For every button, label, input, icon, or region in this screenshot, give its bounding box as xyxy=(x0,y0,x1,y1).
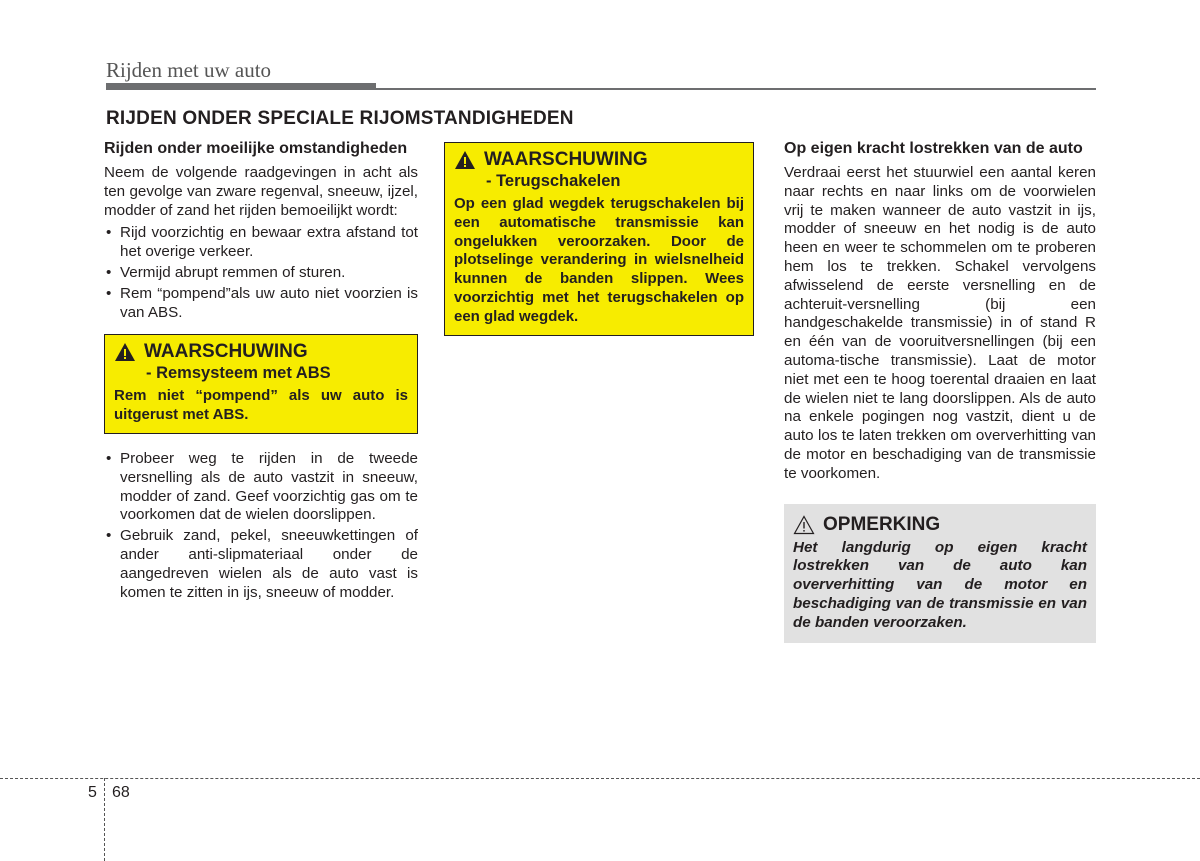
page-number: 68 xyxy=(112,784,130,801)
warning-triangle-icon xyxy=(114,342,136,362)
list-item: • Rijd voorzichtig en bewaar extra afstand tot het overige verkeer. xyxy=(104,224,418,262)
caution-outline-icon xyxy=(793,515,815,535)
section-title: RIJDEN ONDER SPECIALE RIJOMSTANDIGHEDEN xyxy=(106,108,574,129)
chapter-title: Rijden met uw auto xyxy=(106,58,272,82)
footer-vertical-divider xyxy=(104,778,105,861)
self-recovery-heading: Op eigen kracht lostrekken van de auto xyxy=(784,140,1083,157)
warning-header xyxy=(454,149,744,171)
tips-list xyxy=(104,450,418,602)
self-recovery-text: Verdraai eerst het stuurwiel een aantal keren naar rechts en naar links om de voorwielen vrij te maken wanneer de auto vastzit in ijs, modder of sneeuw en het nodig is de auto heen en weer te schommelen om te proberen hem los te trekken. Schakel vervolgens afwisselend de eerste versnelling en de achteruit-versnelling (bij een handgeschakelde transmissie) in of stand R en één van de vooruitversnellingen (bij een automa-tische transmissie). Laat de motor niet met een te hoog toerental draaien en laat de wielen niet te lang doorslippen. Als de auto na enkele pogingen nog vastzit, dient u de auto los te laten trekken om oververhitting van de motor en beschadiging van de transmissie te voorkomen. xyxy=(784,164,1096,482)
warning-subtitle: - Remsysteem met ABS xyxy=(146,364,331,383)
warning-subtitle: - Terugschakelen xyxy=(486,172,621,190)
warning-text: Rem niet “pompend” als uw auto is uitgerust met ABS. xyxy=(114,387,408,424)
difficult-conditions-heading: Rijden onder moeilijke omstandigheden xyxy=(104,140,408,157)
list-item: • Gebruik zand, pekel, sneeuwkettingen of ander anti-slipmateriaal onder de aangedreven wielen als de auto vast is komen te zitten in ijs, sneeuw of modder. xyxy=(104,527,418,602)
warning-text: Op een glad wegdek terugschakelen bij een automatische transmissie kan ongelukken veroorzaken. Door de plotselinge verandering in wielsnelheid kunnen de banden slippen. Wees voorzichtig met het terugschakelen op een glad wegdek. xyxy=(454,195,744,325)
note-title: OPMERKING xyxy=(823,513,941,535)
column-right xyxy=(784,140,1096,643)
note-box xyxy=(784,504,1096,643)
difficult-conditions-list xyxy=(104,224,418,322)
note-text: Het langdurig op eigen kracht lostrekken van de auto kan oververhitting van de motor en beschadiging van de transmissie en van de banden veroorzaken. xyxy=(793,538,1087,631)
difficult-conditions-intro: Neem de volgende raadgevingen in acht als ten gevolge van zware regenval, sneeuw, ijzel, modder of zand het rijden bemoeilijkt wordt: xyxy=(104,164,418,219)
header-rule-thin xyxy=(376,88,1096,90)
warning-header xyxy=(114,341,408,363)
list-item: • Rem “pompend”als uw auto niet voorzien is van ABS. xyxy=(104,285,418,323)
footer-divider xyxy=(0,778,1200,779)
column-left xyxy=(104,140,418,604)
warning-triangle-icon xyxy=(454,150,476,170)
chapter-number: 5 xyxy=(88,784,97,801)
list-item: • Vermijd abrupt remmen of sturen. xyxy=(104,264,418,283)
warning-box-downshift xyxy=(444,142,754,336)
warning-title: WAARSCHUWING xyxy=(484,149,648,170)
warning-box-abs xyxy=(104,334,418,434)
list-item: • Probeer weg te rijden in de tweede versnelling als de auto vastzit in sneeuw, modder of zand. Geef voorzichtig gas om te voorkomen dat de wielen doorslippen. xyxy=(104,450,418,525)
warning-title: WAARSCHUWING xyxy=(144,341,308,363)
header-rule-thick xyxy=(106,83,376,90)
note-header xyxy=(793,514,1087,536)
column-middle xyxy=(444,142,754,336)
